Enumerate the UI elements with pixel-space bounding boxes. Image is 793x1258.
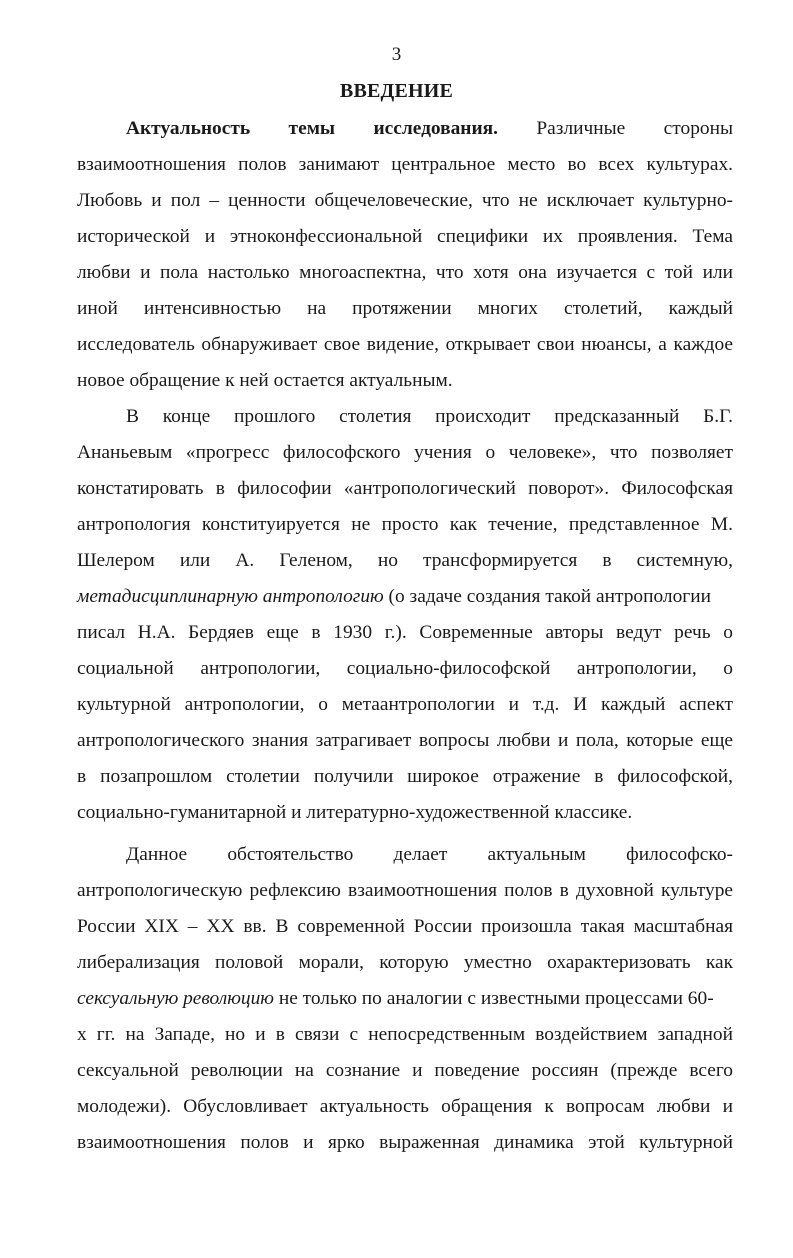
text-line: антропологическую рефлексию взаимоотношения полов в духовной культуре xyxy=(77,880,733,901)
text-line: исследователь обнаруживает свое видение, открывает свои нюансы, а каждое xyxy=(77,334,733,355)
text-line: социальной антропологии, социально-философской антропологии, о xyxy=(77,658,733,679)
text-line: антропологического знания затрагивает вопросы любви и пола, которые еще xyxy=(77,730,733,751)
text-line: либерализация половой морали, которую уместно охарактеризовать как xyxy=(77,952,733,973)
text-line: России XIX – XX вв. В современной России произошла такая масштабная xyxy=(77,916,733,937)
text-line: иной интенсивностью на протяжении многих столетий, каждый xyxy=(77,298,733,319)
text-line: взаимоотношения полов и ярко выраженная динамика этой культурной xyxy=(77,1132,733,1153)
text-line: Любовь и пол – ценности общечеловеческие, что не исключает культурно- xyxy=(77,190,733,211)
text-line: Ананьевым «прогресс философского учения о человеке», что позволяет xyxy=(77,442,733,463)
text-line: сексуальной революции на сознание и поведение россиян (прежде всего xyxy=(77,1060,733,1081)
text-line: взаимоотношения полов занимают центральное место во всех культурах. xyxy=(77,154,733,175)
text-line: молодежи). Обусловливает актуальность обращения к вопросам любви и xyxy=(77,1096,733,1117)
text-line: любви и пола настолько многоаспектна, что хотя она изучается с той или xyxy=(77,262,733,283)
page-number: 3 xyxy=(391,44,402,65)
text-line: писал Н.А. Бердяев еще в 1930 г.). Современные авторы ведут речь о xyxy=(77,622,733,643)
text-line: метадисциплинарную антропологию (о задаче создания такой антропологии xyxy=(77,586,711,607)
text-line: Шелером или А. Геленом, но трансформируется в системную, xyxy=(77,550,733,571)
page-heading: ВВЕДЕНИЕ xyxy=(339,80,454,102)
italic-term: метадисциплинарную антропологию xyxy=(77,586,384,607)
text-line: х гг. на Западе, но и в связи с непосредственным воздействием западной xyxy=(77,1024,733,1045)
text-line: констатировать в философии «антропологический поворот». Философская xyxy=(77,478,733,499)
italic-term: сексуальную революцию xyxy=(77,988,274,1009)
text-line: антропология конституируется не просто как течение, представленное М. xyxy=(77,514,733,535)
text-line: исторической и этноконфессиональной специфики их проявления. Тема xyxy=(77,226,733,247)
text-line: сексуальную революцию не только по аналогии с известными процессами 60- xyxy=(77,988,714,1009)
text-line: В конце прошлого столетия происходит предсказанный Б.Г. xyxy=(126,406,733,427)
text-line: в позапрошлом столетии получили широкое отражение в философской, xyxy=(77,766,733,787)
text-line: Данное обстоятельство делает актуальным философско- xyxy=(126,844,733,865)
text-line: социально-гуманитарной и литературно-художественной классике. xyxy=(77,802,633,823)
relevance-lead: Актуальность темы исследования. xyxy=(126,118,498,139)
text-line: культурной антропологии, о метаантропологии и т.д. И каждый аспект xyxy=(77,694,733,715)
text-line: Актуальность темы исследования. Различные стороны xyxy=(126,118,733,139)
text-line: новое обращение к ней остается актуальным. xyxy=(77,370,453,391)
